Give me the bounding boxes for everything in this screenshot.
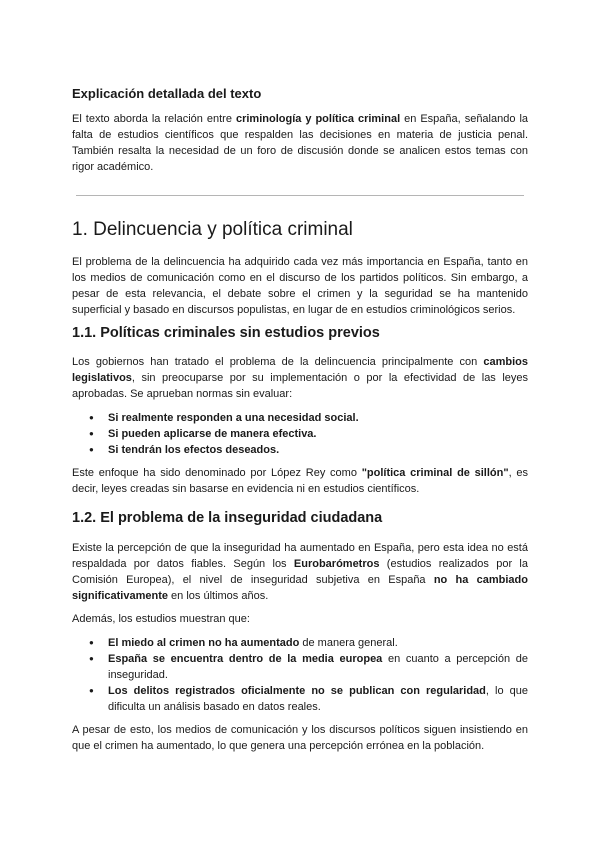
section12-text-3: A pesar de esto, los medios de comunicación y los discursos políticos siguen insistiendo en que el crimen ha aumentado, lo que genera una percepción errónea en la población. (72, 724, 528, 752)
section12-bullet-list (72, 635, 528, 715)
section11-bullet-list (72, 410, 528, 458)
section12-title: 1.2. El problema de la inseguridad ciudadana (72, 510, 383, 526)
section1-title: 1. Delincuencia y política criminal (72, 219, 353, 240)
section12-text: Existe la percepción de que la inseguridad ha aumentado en España, pero esta idea no está respaldada por datos fiables. Según los Eurobarómetros (estudios realizados por la Comisión Europea), el nivel de inseguridad subjetiva en España no ha cambiado significativamente en los últimos años. (72, 542, 528, 602)
list-item: ● España se encuentra dentro de la media europea en cuanto a percepción de inseguridad. (72, 651, 528, 683)
divider (76, 195, 524, 196)
list-item: ● Si realmente responden a una necesidad social. (72, 410, 528, 426)
intro-heading: Explicación detallada del texto (72, 86, 262, 101)
section12-text-2: Además, los estudios muestran que: (72, 613, 250, 625)
intro-paragraph (72, 111, 528, 175)
list-item: ● Los delitos registrados oficialmente no se publican con regularidad, lo que dificulta un análisis basado en datos reales. (72, 683, 528, 715)
list-item: ● Si pueden aplicarse de manera efectiva. (72, 426, 528, 442)
section11-text: Los gobiernos han tratado el problema de la delincuencia principalmente con cambios legislativos, sin preocuparse por su implementación o por la efectividad de las leyes aprobadas. Se aprueban normas sin evaluar: (72, 356, 528, 400)
list-item: ● El miedo al crimen no ha aumentado de manera general. (72, 635, 528, 651)
intro-text: El texto aborda la relación entre criminología y política criminal en España, señalando la falta de estudios científicos que respalden las decisiones en materia de justicia penal. También resalta la necesidad de un foro de discusión donde se analicen estos temas con rigor académico. (72, 113, 529, 173)
section11-paragraph-2 (72, 465, 528, 497)
section11-text-2: Este enfoque ha sido denominado por López Rey como "política criminal de sillón", es decir, leyes creadas sin basarse en evidencia ni en estudios científicos. (72, 467, 528, 495)
section12-paragraph (72, 540, 528, 604)
section12-paragraph-2 (72, 611, 528, 627)
section11-paragraph (72, 354, 528, 402)
section1-paragraph (72, 254, 528, 318)
section1-text: El problema de la delincuencia ha adquirido cada vez más importancia en España, tanto en los medios de comunicación como en el discurso de los partidos políticos. Sin embargo, a pesar de esta relevancia, el debate sobre el crimen y la seguridad se ha mantenido superficial y basado en discursos populistas, en lugar de en estudios criminológicos serios. (72, 256, 528, 316)
section11-title: 1.1. Políticas criminales sin estudios previos (72, 325, 380, 341)
section12-paragraph-3 (72, 722, 528, 754)
list-item: ● Si tendrán los efectos deseados. (72, 442, 528, 458)
